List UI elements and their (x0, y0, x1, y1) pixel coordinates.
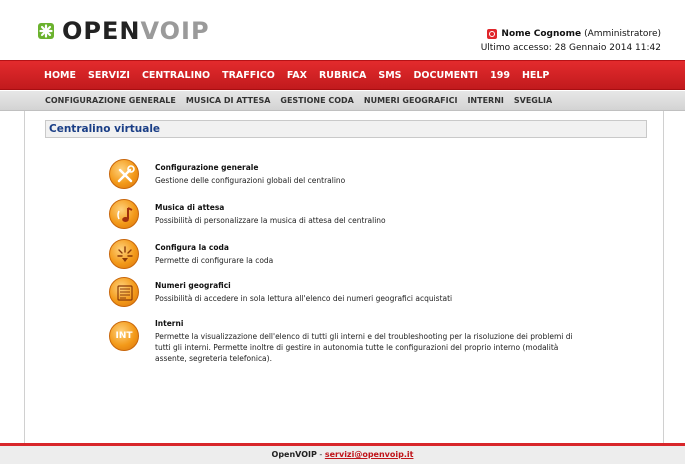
logo-text-voip: VOIP (140, 17, 210, 45)
subnav-musica-di-attesa[interactable]: MUSICA DI ATTESA (185, 96, 271, 105)
music-icon[interactable] (109, 199, 139, 229)
entry-title[interactable]: Musica di attesa (155, 203, 225, 212)
int-icon-label: INT (115, 331, 133, 341)
nav-traffico[interactable]: TRAFFICO (222, 69, 275, 81)
sub-nav (0, 91, 685, 111)
logout-power-icon[interactable] (487, 29, 497, 39)
subnav-numeri-geografici[interactable]: NUMERI GEOGRAFICI (363, 96, 458, 105)
main-nav (0, 60, 685, 90)
entry-desc: Possibilità di accedere in sola lettura all'elenco dei numeri geografici acquistati (155, 294, 453, 303)
subnav-interni[interactable]: INTERNI (467, 96, 504, 105)
subnav-sveglia[interactable]: SVEGLIA (513, 96, 553, 105)
content-frame (24, 111, 664, 443)
entry-desc: Permette la visualizzazione dell'elenco di tutti gli interni e del troubleshooting per la risoluzione dei problemi di tutti gli interni. Permette inoltre di gestire in autonomia tutte le configurazioni del proprio interno (modalità assente, segreteria telefonica). (155, 332, 573, 363)
user-name[interactable]: Nome Cognome (501, 29, 582, 39)
entry-title[interactable]: Interni (155, 319, 184, 328)
entry-desc: Permette di configurare la coda (155, 256, 274, 265)
nav-documenti[interactable]: DOCUMENTI (413, 69, 479, 81)
int-icon[interactable] (109, 321, 139, 351)
user-box (481, 27, 661, 55)
entry-title[interactable]: Numeri geografici (155, 281, 231, 290)
user-role: (Amministratore) (584, 29, 661, 39)
nav-fax[interactable]: FAX (286, 69, 307, 81)
section-title: Centralino virtuale (45, 120, 647, 138)
entry-title[interactable]: Configurazione generale (155, 163, 259, 172)
entry-desc: Gestione delle configurazioni globali del centralino (155, 176, 346, 185)
last-access: Ultimo accesso: 28 Gennaio 2014 11:42 (480, 43, 661, 53)
nav-home[interactable]: HOME (44, 69, 76, 81)
entry-title[interactable]: Configura la coda (155, 243, 229, 252)
subnav-configurazione-generale[interactable]: CONFIGURAZIONE GENERALE (45, 96, 176, 105)
tools-icon[interactable] (109, 159, 139, 189)
header (0, 0, 685, 60)
logo-gear-icon (36, 21, 56, 41)
nav-sms[interactable]: SMS (378, 69, 402, 81)
footer-email-link[interactable]: servizi@openvoip.it (324, 450, 414, 459)
numbers-icon[interactable] (109, 277, 139, 307)
openvoip-logo[interactable] (36, 18, 210, 44)
footer-brand: OpenVOIP (271, 450, 317, 459)
nav-199[interactable]: 199 (490, 69, 510, 81)
nav-centralino[interactable]: CENTRALINO (141, 69, 211, 81)
queue-icon[interactable] (109, 239, 139, 269)
nav-rubrica[interactable]: RUBRICA (318, 69, 367, 81)
entry-desc: Possibilità di personalizzare la musica di attesa del centralino (155, 216, 386, 225)
logo-text-open: OPEN (62, 17, 141, 45)
subnav-gestione-coda[interactable]: GESTIONE CODA (280, 96, 354, 105)
nav-servizi[interactable]: SERVIZI (87, 69, 130, 81)
footer-separator: - (316, 450, 325, 459)
nav-help[interactable]: HELP (521, 69, 550, 81)
footer (0, 443, 685, 464)
